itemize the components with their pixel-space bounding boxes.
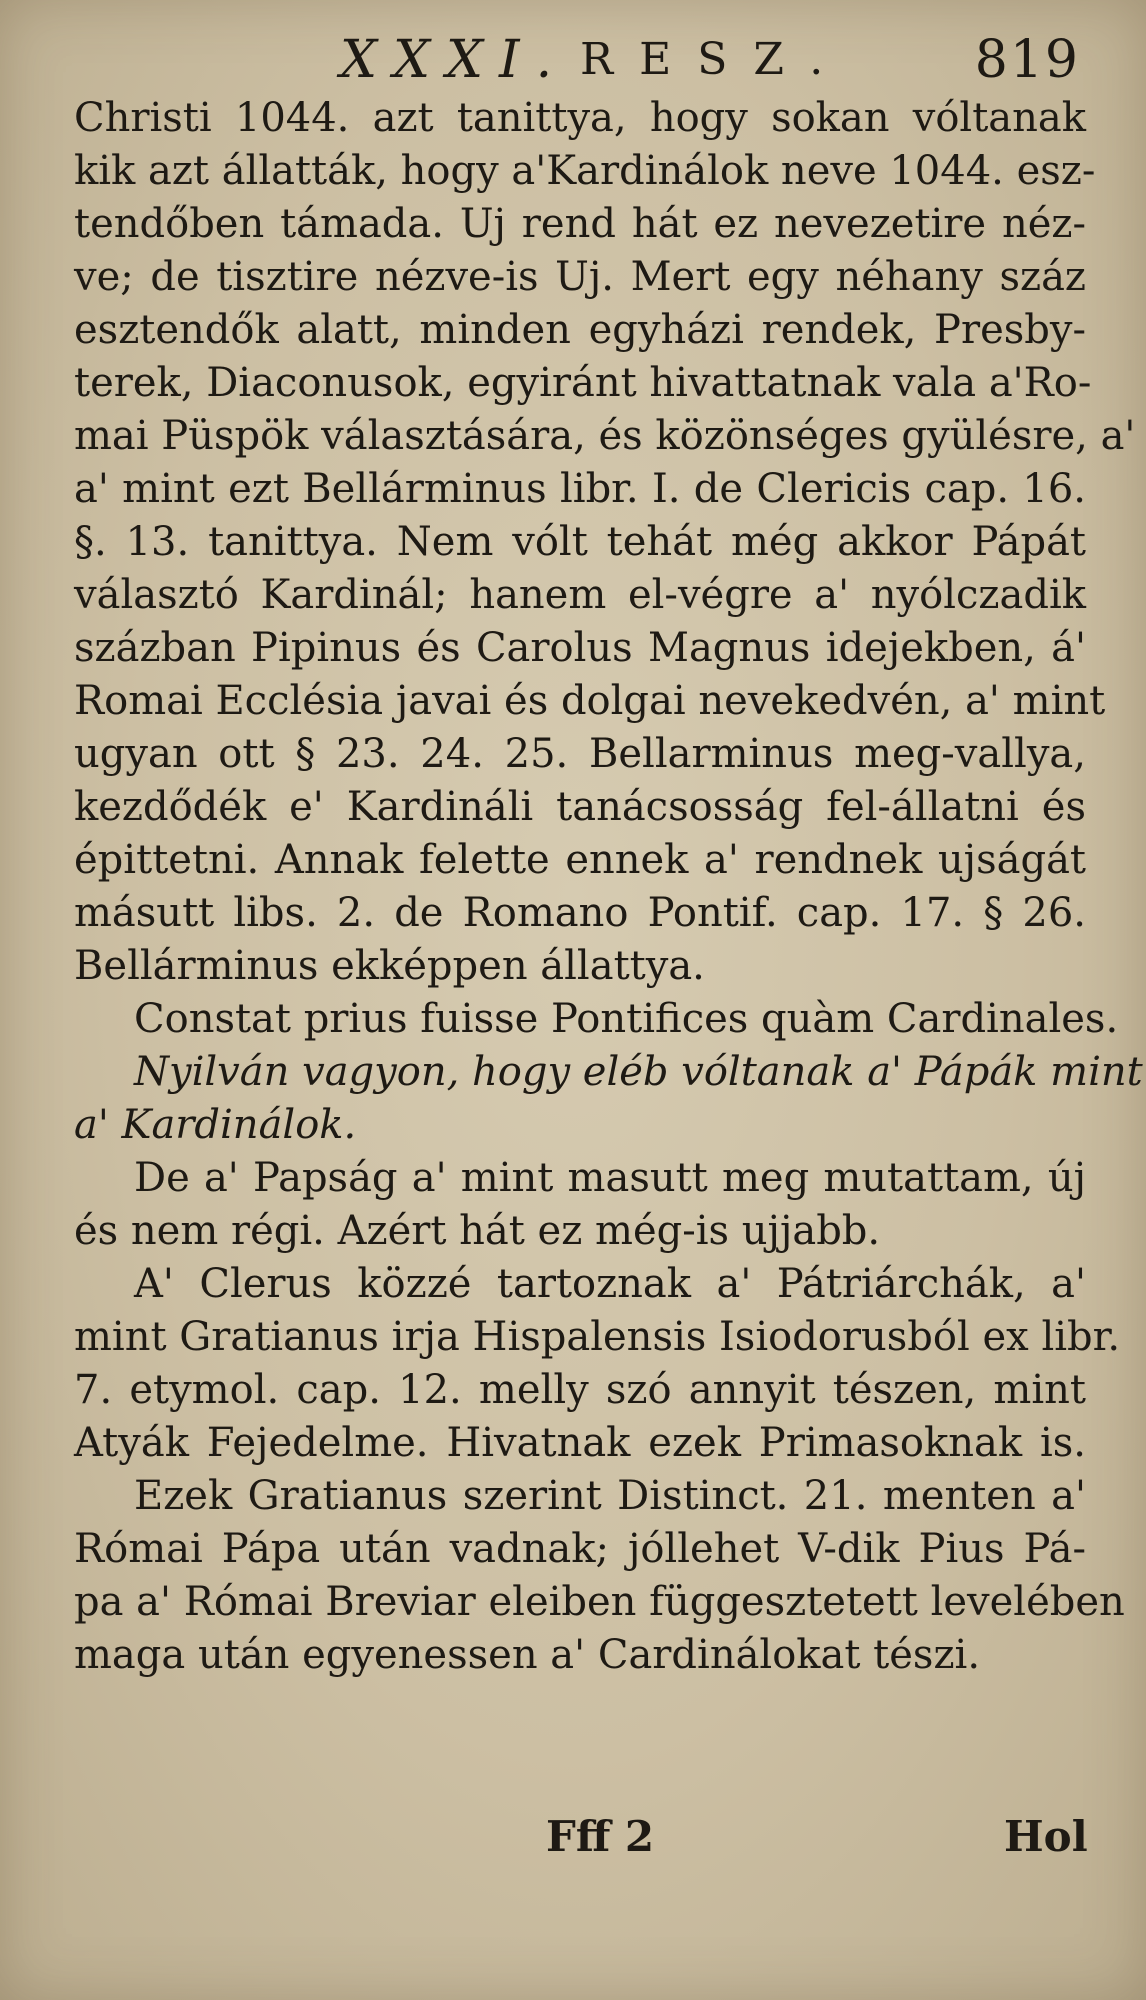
text-line: ugyan ott § 23. 24. 25. Bellarminus meg-vallya, [74, 731, 1086, 777]
text-line: másutt libs. 2. de Romano Pontif. cap. 17. § 26. [74, 890, 1086, 936]
page-footer [0, 1812, 1146, 1872]
text-line: Atyák Fejedelme. Hivatnak ezek Primasoknak is. [74, 1420, 1086, 1466]
text-line: ve; de tisztire nézve-is Uj. Mert egy néhany száz [74, 254, 1086, 300]
page-number: 819 [974, 30, 1080, 90]
latin-quote: Constat prius fuisse Pontifices quàm Cardinales. [134, 996, 1119, 1042]
part-label: RESZ. [580, 34, 850, 85]
text-line: Ezek Gratianus szerint Distinct. 21. menten a' [134, 1473, 1086, 1519]
text-line: százban Pipinus és Carolus Magnus idejekben, á' [74, 625, 1086, 671]
text-line: 7. etymol. cap. 12. melly szó annyit tészen, mint [74, 1367, 1086, 1413]
catchword: Hol [1004, 1812, 1088, 1861]
text-line: kik azt állatták, hogy a'Kardinálok neve 1044. esz- [74, 148, 1096, 194]
text-line: tendőben támada. Uj rend hát ez nevezetire néz- [74, 201, 1086, 247]
text-line: választó Kardinál; hanem el-végre a' nyólczadik [74, 572, 1086, 618]
text-line: Bellárminus ekképpen állattya. [74, 943, 705, 989]
body-text [74, 92, 1143, 1682]
text-line: kezdődék e' Kardináli tanácsosság fel-állatni és [74, 784, 1086, 830]
text-line: pa a' Római Breviar eleiben függesztetett levelében [74, 1579, 1125, 1625]
text-line: terek, Diaconusok, egyiránt hivattatnak vala a'Ro- [74, 360, 1092, 406]
text-line: Romai Ecclésia javai és dolgai nevekedvén, a' mint [74, 678, 1106, 724]
text-line: §. 13. tanittya. Nem vólt tehát még akkor Pápát [74, 519, 1086, 565]
signature-mark: Fff 2 [546, 1812, 655, 1861]
running-header [340, 30, 1080, 90]
text-line: mint Gratianus irja Hispalensis Isiodorusból ex libr. [74, 1314, 1121, 1360]
translation-line: Nyilván vagyon, hogy eléb vóltanak a' Pápák mint [134, 1049, 1143, 1095]
translation-line: a' Kardinálok. [74, 1102, 357, 1148]
text-line: De a' Papság a' mint masutt meg mutattam, új [134, 1155, 1086, 1201]
text-line: épittetni. Annak felette ennek a' rendnek ujságát [74, 837, 1086, 883]
text-line: mai Püspök választására, és közönséges gyülésre, a' [74, 413, 1136, 459]
text-line: maga után egyenessen a' Cardinálokat tészi. [74, 1632, 981, 1678]
text-line: Christi 1044. azt tanittya, hogy sokan vóltanak [74, 95, 1086, 141]
chapter-number: XXXI. [340, 30, 569, 90]
text-line: A' Clerus közzé tartoznak a' Pátriárchák, a' [134, 1261, 1086, 1307]
text-line: Római Pápa után vadnak; jóllehet V-dik Pius Pá- [74, 1526, 1086, 1572]
text-line: a' mint ezt Bellárminus libr. I. de Clericis cap. 16. [74, 466, 1086, 512]
text-line: és nem régi. Azért hát ez még-is ujjabb. [74, 1208, 881, 1254]
text-line: esztendők alatt, minden egyházi rendek, Presby- [74, 307, 1086, 353]
